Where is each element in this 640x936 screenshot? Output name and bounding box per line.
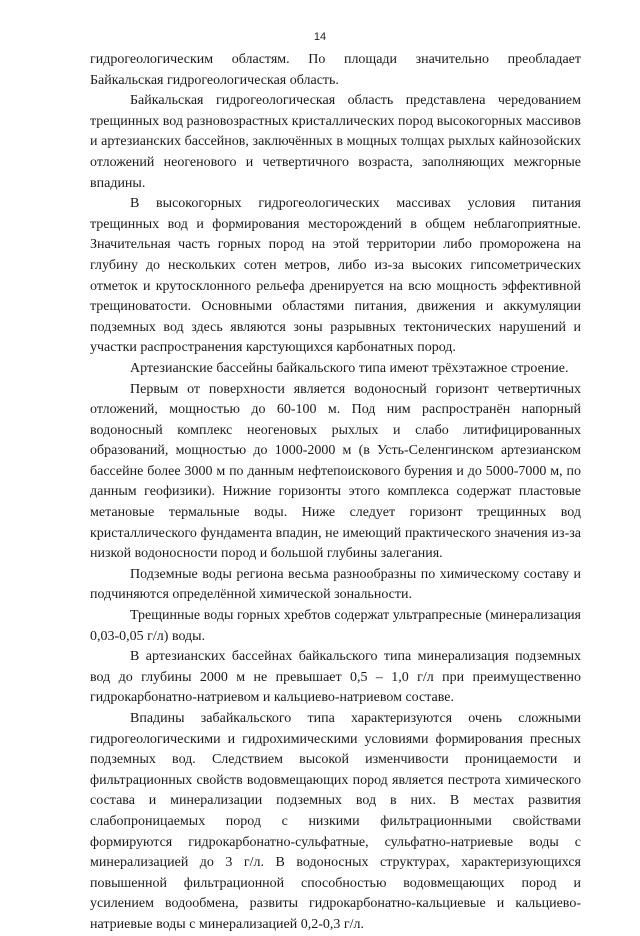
paragraph-5: Первым от поверхности является водоносный горизонт четвертичных отложений, мощностью до 60-100 м. Под ним распространён напорный водоносный комплекс неогеновых рыхлых и слабо литифицированных образований, мощностью до 1000-2000 м (в Усть-Селенгинском артезианском бассейне более 3000 м по данным нефтепоискового бурения и до 5000-7000 м, по данным геофизики). Нижние горизонты этого комплекса содержат пластовые метановые термальные воды. Ниже следует горизонт трещинных вод кристаллического фундамента впадин, не имеющий практического значения из-за низкой водоносности пород и большой глубины залегания.: [90, 381, 581, 562]
paragraph-7: Трещинные воды горных хребтов содержат ультрапресные (минерализация 0,03-0,05 г/л) воды.: [90, 608, 581, 644]
paragraph-9: Впадины забайкальского типа характеризуются очень сложными гидрогеологическими и гидрохимическими условиями формирования пресных подземных вод. Следствием высокой изменчивости проницаемости и фильтрационных свойств водовмещающих пород является пестрота химического состава и минерализации подземных вод в них. В местах развития слабопроницаемых пород с низкими фильтрационными свойствами формируются гидрокарбонатно-сульфатные, сульфатно-натриевые воды с минерализацией до 3 г/л. В водоносных структурах, характеризующихся повышенной фильтрационной способностью водовмещающих пород и усилением водообмена, развиты гидрокарбонатно-кальциевые и кальциево-натриевые воды с минерализацией 0,2-0,3 г/л.: [90, 711, 581, 932]
paragraph-6: Подземные воды региона весьма разнообразны по химическому составу и подчиняются определённой химической зональности.: [90, 566, 581, 603]
paragraph-3: В высокогорных гидрогеологических массивах условия питания трещинных вод и формирования месторождений в общем неблагоприятные. Значительная часть горных пород на этой территории либо проморожена на глубину до нескольких сотен метров, либо из-за высоких гипсометрических отметок и крутосклонного рельефа дренируется на всю мощность эффективной трещиноватости. Основными областями питания, движения и аккумуляции подземных вод здесь являются зоны разрывных тектонических нарушений и участки распространения карстующихся карбонатных пород.: [90, 196, 581, 356]
paragraph-2: Байкальская гидрогеологическая область представлена чередованием трещинных вод разновозрастных кристаллических пород высокогорных массивов и артезианских бассейнов, заключённых в мощных толщах рыхлых кайнозойских отложений неогенового и четвертичного возраста, заполняющих межгорные впадины.: [90, 93, 581, 191]
paragraph-1: гидрогеологическим областям. По площади значительно преобладает Байкальская гидрогеологическая область.: [90, 52, 581, 88]
body-text: [90, 50, 581, 936]
paragraph-8: В артезианских бассейнах байкальского типа минерализация подземных вод до глубины 2000 м не превышает 0,5 – 1,0 г/л при преимущественно гидрокарбонатно-натриевом и кальциево-натриевом составе.: [90, 649, 581, 706]
page-number: 14: [313, 31, 327, 43]
paragraph-4: Артезианские бассейны байкальского типа имеют трёхэтажное строение.: [130, 360, 569, 376]
